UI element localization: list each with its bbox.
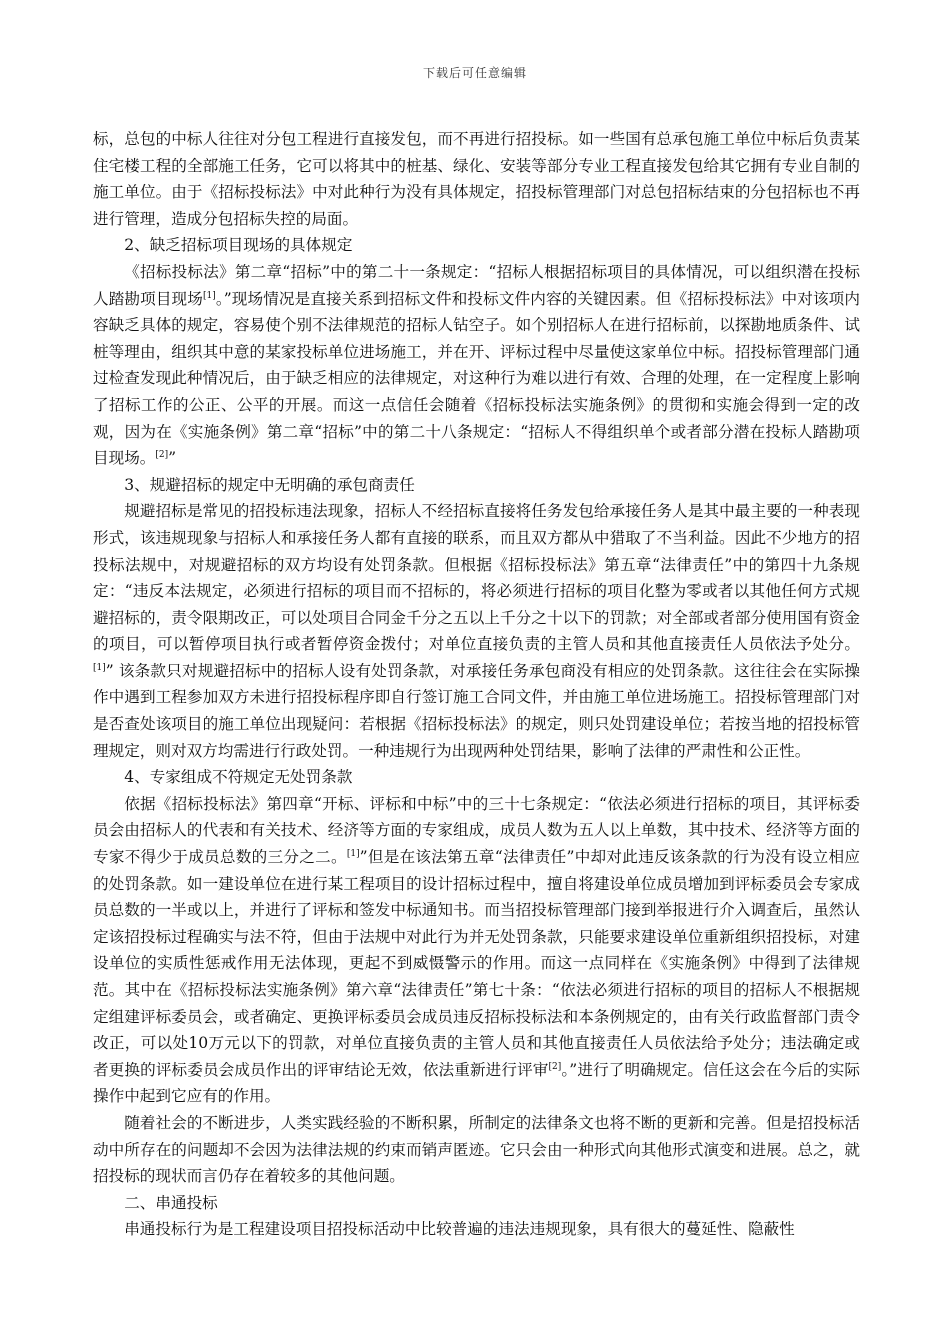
paragraph xyxy=(93,126,860,232)
paragraph-text: 随着社会的不断进步，人类实践经验的不断积累，所制定的法律条文也将不断的更新和完善。但是招投标活动中所存在的问题却不会因为法律法规的约束而销声匿迹。它只会由一种形式向其他形式演变和进展。总之，就招投标的现状而言仍存在着较多的其他问题。 xyxy=(93,1113,860,1186)
paragraph xyxy=(93,1110,860,1190)
paragraph-text: 标，总包的中标人往往对分包工程进行直接发包，而不再进行招投标。如一些国有总承包施工单位中标后负责某住宅楼工程的全部施工任务，它可以将其中的桩基、绿化、安装等部分专业工程直接发包给其它拥有专业自制的施工单位。由于《招标投标法》中对此种行为没有具体规定，招投标管理部门对总包招标结束的分包招标也不再进行管理，造成分包招标失控的局面。 xyxy=(93,130,860,228)
paragraph-text: 串通投标行为是工程建设项目招投标活动中比较普遍的违法违规现象，具有很大的蔓延性、隐蔽性 xyxy=(124,1220,795,1239)
section-heading xyxy=(93,232,860,259)
section-heading-text: 2、缺乏招标项目现场的具体规定 xyxy=(124,236,353,255)
paragraph xyxy=(93,1216,860,1243)
paragraph-text: ” xyxy=(168,449,177,468)
citation-ref: [1] xyxy=(346,848,360,859)
citation-ref: [2] xyxy=(548,1061,562,1072)
section-heading xyxy=(93,764,860,791)
paragraph xyxy=(93,498,860,764)
citation-ref: [1] xyxy=(202,290,216,301)
section-heading-text: 4、专家组成不符规定无处罚条款 xyxy=(124,768,353,787)
paragraph-text: ”但是在该法第五章“法律责任”中却对此违反该条款的行为没有设立相应的处罚条款。如一建设单位在进行某工程项目的设计招标过程中，擅自将建设单位成员增加到评标委员会专家成员总数的一半或以上，并进行了评标和签发中标通知书。而当招投标管理部门接到举报进行介入调查后，虽然认定该招投标过程确实与法不符，但由于法规中对此行为并无处罚条款，只能要求建设单位重新组织招投标，对建设单位的实质性惩戒作用无法体现，更起不到威慑警示的作用。而这一点同样在《实施条例》中得到了法律规范。其中在《招标投标法实施条例》第六章“法律责任”第七十条：“依法必须进行招标的项目的招标人不根据规定组建评标委员会，或者确定、更换评标委员会成员违反招标投标法和本条例规定的，由有关行政监督部门责令改正，可以处10万元以下的罚款，对单位直接负责的主管人员和其他直接责任人员依法给予处分；违法确定或者更换的评标委员会成员作出的评审结论无效，依法重新进行评审 xyxy=(93,848,860,1079)
section-heading-text: 二、串通投标 xyxy=(124,1193,218,1212)
section-heading-text: 3、规避招标的规定中无明确的承包商责任 xyxy=(124,475,415,494)
paragraph xyxy=(93,791,860,1110)
paragraph-text: ” 该条款只对规避招标中的招标人设有处罚条款，对承接任务承包商没有相应的处罚条款。这往往会在实际操作中遇到工程参加双方未进行招投标程序即自行签订施工合同文件，并由施工单位进场施工。招投标管理部门对是否查处该项目的施工单位出现疑问：若根据《招标投标法》的规定，则只处罚建设单位；若按当地的招投标管理规定，则对双方均需进行行政处罚。一种违规行为出现两种处罚结果，影响了法律的严肃性和公正性。 xyxy=(93,661,860,760)
document-body xyxy=(93,126,860,1243)
page-header: 下载后可任意编辑 xyxy=(422,66,527,80)
citation-ref: [2] xyxy=(155,449,169,460)
paragraph-text: 《招标投标法》第二章“招标”中的第二十一条规定：“招标人根据招标项目的具体情况，可以组织潜在投标人踏勘项目现场 xyxy=(93,262,860,308)
paragraph-text: 。”进行了明确规定。信任这会在今后的实际操作中起到它应有的作用。 xyxy=(93,1060,860,1106)
paragraph-text: 规避招标是常见的招投标违法现象，招标人不经招标直接将任务发包给承接任务人是其中最主要的一种表现形式，该违规现象与招标人和承接任务人都有直接的联系，而且双方都从中猎取了不当利益。因此不少地方的招投标法规中，对规避招标的双方均设有处罚条款。但根据《招标投标法》第五章“法律责任”中的第四十九条规定：“违反本法规定，必须进行招标的项目而不招标的，将必须进行招标的项目化整为零或者以其他任何方式规避招标的，责令限期改正，可以处项目合同金千分之五以上千分之十以下的罚款；对全部或者部分使用国有资金的项目，可以暂停项目执行或者暂停资金拨付；对单位直接负责的主管人员和其他直接责任人员依法予处分。 xyxy=(93,502,860,654)
citation-ref: [1] xyxy=(93,662,106,673)
section-heading xyxy=(93,472,860,499)
paragraph xyxy=(93,259,860,472)
section-heading xyxy=(93,1190,860,1217)
paragraph-text: 。”现场情况是直接关系到招标文件和投标文件内容的关键因素。但《招标投标法》中对该项内容缺乏具体的规定，容易使个别不法律规范的招标人钻空子。如个别招标人在进行招标前，以探勘地质条件、试桩等理由，组织其中意的某家投标单位进场施工，并在开、评标过程中尽量使这家单位中标。招投标管理部门通过检查发现此种情况后，由于缺乏相应的法律规定，对这种行为难以进行有效、合理的处理，在一定程度上影响了招标工作的公正、公平的开展。而这一点信任会随着《招标投标法实施条例》的贯彻和实施会得到一定的改观，因为在《实施条例》第二章“招标”中的第二十八条规定：“招标人不得组织单个或者部分潜在投标人踏勘项目现场。 xyxy=(93,289,860,468)
paragraph-text: 依据《招标投标法》第四章“开标、评标和中标”中的三十七条规定：“依法必须进行招标的项目，其评标委员会由招标人的代表和有关技术、经济等方面的专家组成，成员人数为五人以上单数，其中技术、经济等方面的专家不得少于成员总数的三分之二。 xyxy=(93,794,860,867)
